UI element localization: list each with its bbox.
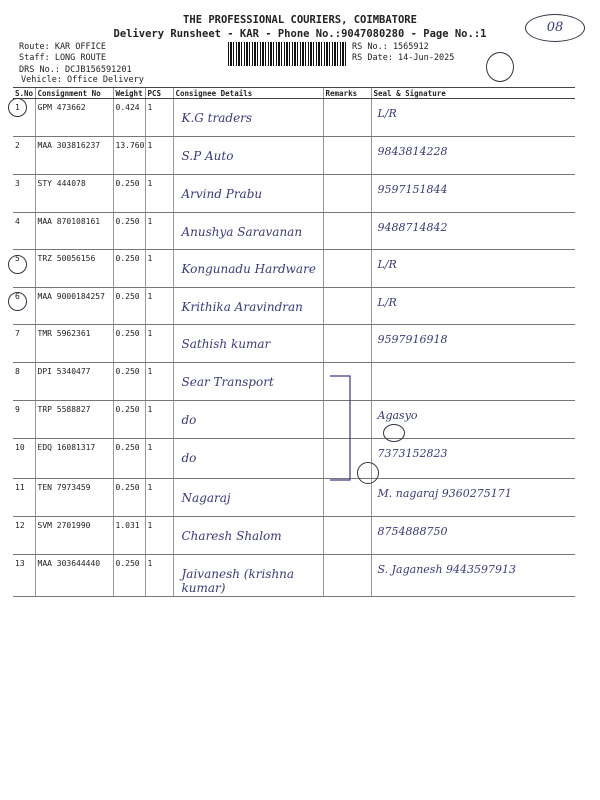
table-row: [13, 401, 575, 439]
table-row: [13, 517, 575, 555]
row-consignee-cell: [173, 288, 323, 325]
row-consignee: Charesh Shalom: [181, 529, 282, 543]
table-row: [13, 137, 575, 175]
row-pcs: 1: [145, 479, 173, 517]
row-pcs: 1: [145, 175, 173, 213]
row-signature: 9843814228: [377, 145, 448, 158]
row-consignment-no: EDQ 16081317: [35, 439, 113, 479]
row-sno: 8: [13, 363, 35, 401]
table-row: [13, 250, 575, 288]
row-sno: 6: [13, 288, 35, 325]
row-consignment-no: TMR 5962361: [35, 325, 113, 363]
row-signature-cell: [371, 175, 575, 213]
row-consignment-no: SVM 2701990: [35, 517, 113, 555]
row-signature-cell: [371, 213, 575, 250]
row-consignee-cell: [173, 363, 323, 401]
col-consignee: Consignee Details: [173, 88, 323, 99]
row-consignee: Krithika Aravindran: [181, 300, 303, 314]
rs-date: RS Date: 14-Jun-2025: [352, 53, 455, 63]
row-consignee: Arvind Prabu: [181, 187, 263, 201]
row-consignment-no: MAA 303816237: [35, 137, 113, 175]
row-weight: 0.250: [113, 401, 145, 439]
row-signature: L/R: [377, 258, 397, 271]
row-signature: S. Jaganesh 9443597913: [377, 563, 517, 576]
row-signature: [374, 370, 378, 374]
row-consignment-no: TEN 7973459: [35, 479, 113, 517]
row-signature-cell: [371, 99, 575, 137]
row-consignee: S.P Auto: [181, 149, 234, 163]
col-seal-signature: Seal & Signature: [371, 88, 575, 99]
row-consignment-no: TRZ 50056156: [35, 250, 113, 288]
barcode: [228, 42, 346, 66]
row-signature-cell: [371, 288, 575, 325]
row-consignee-cell: [173, 99, 323, 137]
row-signature-cell: [371, 250, 575, 288]
row-signature-cell: [371, 479, 575, 517]
count-circle-mark: [357, 462, 379, 484]
col-pcs: PCS: [145, 88, 173, 99]
row-sno: 12: [13, 517, 35, 555]
row-consignee-cell: [173, 555, 323, 597]
row-weight: 0.424: [113, 99, 145, 137]
row-remarks: [323, 99, 371, 137]
row-sno: 3: [13, 175, 35, 213]
table-header-row: [13, 88, 575, 99]
row-remarks: [323, 137, 371, 175]
row-pcs: 1: [145, 250, 173, 288]
row-consignee-cell: [173, 325, 323, 363]
row-remarks: [323, 250, 371, 288]
row-pcs: 1: [145, 288, 173, 325]
row-weight: 0.250: [113, 288, 145, 325]
row-signature: M. nagaraj 9360275171: [377, 487, 512, 500]
row-sno: 11: [13, 479, 35, 517]
row-consignee-cell: [173, 401, 323, 439]
row-consignee-cell: [173, 213, 323, 250]
row-weight: 0.250: [113, 363, 145, 401]
row-weight: 0.250: [113, 479, 145, 517]
row-consignment-no: TRP 5588827: [35, 401, 113, 439]
row-weight: 0.250: [113, 555, 145, 597]
row-signature-cell: [371, 137, 575, 175]
row-sno: 7: [13, 325, 35, 363]
row-consignee: Jaivanesh (krishna kumar): [181, 567, 295, 595]
row-consignee: Anushya Saravanan: [181, 225, 303, 239]
table-row: [13, 363, 575, 401]
row-remarks: [323, 555, 371, 597]
row-signature-cell: [371, 325, 575, 363]
row-circle-mark: [8, 292, 27, 311]
row-signature: L/R: [377, 107, 397, 120]
table-row: [13, 288, 575, 325]
row-circle-mark: [8, 255, 27, 274]
route-label: Route: KAR OFFICE: [19, 42, 106, 52]
row-sno: 13: [13, 555, 35, 597]
row-pcs: 1: [145, 137, 173, 175]
row-pcs: 1: [145, 401, 173, 439]
row-pcs: 1: [145, 517, 173, 555]
table-row: [13, 213, 575, 250]
row-consignee-cell: [173, 479, 323, 517]
table-row: [13, 325, 575, 363]
row-sno: 2: [13, 137, 35, 175]
table-body: [13, 99, 575, 597]
row-sno: 4: [13, 213, 35, 250]
row-consignee-cell: [173, 250, 323, 288]
row-signature-cell: [371, 517, 575, 555]
col-consignment: Consignment No: [35, 88, 113, 99]
drs-number: DRS No.: DCJB156591201: [19, 65, 132, 75]
row-signature-cell: [371, 555, 575, 597]
row-weight: 0.250: [113, 213, 145, 250]
col-sno: S.No: [15, 88, 34, 98]
row-weight: 0.250: [113, 439, 145, 479]
row-weight: 0.250: [113, 325, 145, 363]
row-pcs: 1: [145, 439, 173, 479]
row-signature: L/R: [377, 296, 397, 309]
row-weight: 1.031: [113, 517, 145, 555]
row-pcs: 1: [145, 99, 173, 137]
row-consignee-cell: [173, 439, 323, 479]
row-weight: 0.250: [113, 175, 145, 213]
staff-label: Staff: LONG ROUTE: [19, 53, 106, 63]
rs-number: RS No.: 1565912: [352, 42, 429, 52]
row-signature: 8754888750: [377, 525, 448, 538]
row-circle-mark: [8, 98, 27, 117]
row-sno: 10: [13, 439, 35, 479]
row-consignee-cell: [173, 137, 323, 175]
row-weight: 13.760: [113, 137, 145, 175]
row-consignee: do: [181, 451, 197, 465]
row-weight: 0.250: [113, 250, 145, 288]
table-row: [13, 439, 575, 479]
table-row: [13, 99, 575, 137]
row-signature: 9597916918: [377, 333, 448, 346]
row-consignee: Kongunadu Hardware: [181, 262, 316, 276]
row-consignee-cell: [173, 175, 323, 213]
row-pcs: 1: [145, 213, 173, 250]
row-sno: 1: [13, 99, 35, 137]
runsheet-subtitle: Delivery Runsheet - KAR - Phone No.:9047080280 - Page No.:1: [113, 28, 487, 40]
row-pcs: 1: [145, 325, 173, 363]
table-row: [13, 479, 575, 517]
col-remarks: Remarks: [323, 88, 371, 99]
row-consignee: Nagaraj: [181, 491, 231, 505]
row-pcs: 1: [145, 555, 173, 597]
page-number-mark: 08: [525, 14, 585, 42]
table-row: [13, 175, 575, 213]
row-signature-cell: [371, 439, 575, 479]
runsheet-table: [13, 87, 575, 597]
row-consignment-no: DPI 5340477: [35, 363, 113, 401]
col-weight: Weight: [113, 88, 145, 99]
row-consignment-no: MAA 870108161: [35, 213, 113, 250]
row-signature-cell: [371, 363, 575, 401]
row-consignment-no: MAA 303644440: [35, 555, 113, 597]
row-remarks: [323, 213, 371, 250]
row-pcs: 1: [145, 363, 173, 401]
row-signature: Agasyo: [377, 409, 418, 422]
row-sno: 5: [13, 250, 35, 288]
row-signature: 9597151844: [377, 183, 448, 196]
row-consignment-no: GPM 473662: [35, 99, 113, 137]
row-consignee-cell: [173, 517, 323, 555]
row-consignment-no: STY 444078: [35, 175, 113, 213]
row-remarks: [323, 288, 371, 325]
row-consignee: do: [181, 413, 197, 427]
row-consignee: K.G traders: [181, 111, 253, 125]
company-title: THE PROFESSIONAL COURIERS, COIMBATORE: [183, 14, 417, 26]
row-remarks: [323, 175, 371, 213]
row-remarks: [323, 517, 371, 555]
row-consignee: Sear Transport: [181, 375, 274, 389]
row-signature: 9488714842: [377, 221, 448, 234]
row-consignee: Sathish kumar: [181, 337, 271, 351]
row-signature: 7373152823: [377, 447, 448, 460]
handwritten-circle-mark: [486, 52, 514, 82]
row-consignment-no: MAA 9000184257: [35, 288, 113, 325]
table-row: [13, 555, 575, 597]
count-circle-mark: [383, 424, 405, 442]
vehicle-label: Vehicle: Office Delivery: [21, 75, 144, 85]
row-remarks: [323, 325, 371, 363]
row-sno: 9: [13, 401, 35, 439]
